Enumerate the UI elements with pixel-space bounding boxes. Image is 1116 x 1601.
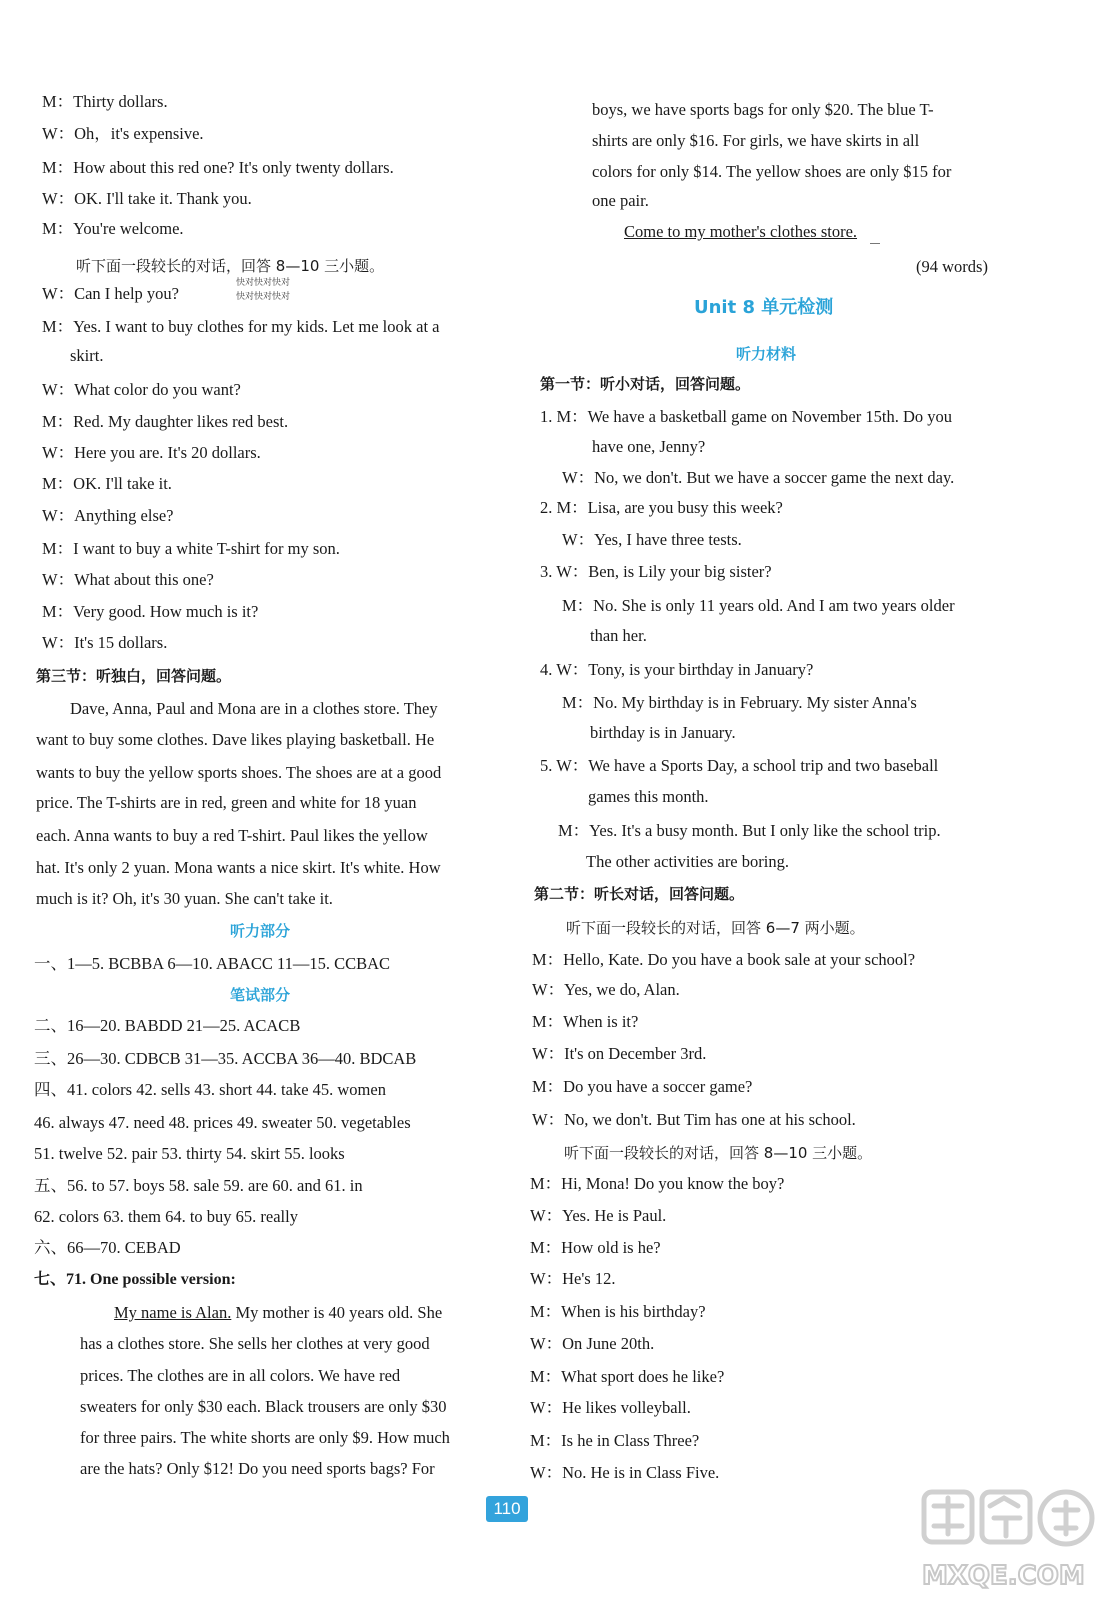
dialogue-line: W：No. He is in Class Five. <box>530 1463 720 1482</box>
short-dialogue-line: W：Yes, I have three tests. <box>562 530 742 549</box>
dialogue-line: W：On June 20th. <box>530 1334 655 1353</box>
short-dialogue-line: W：No, we don't. But we have a soccer game the next day. <box>562 468 955 487</box>
dialogue-line: M：Thirty dollars. <box>42 92 168 111</box>
dialogue-line: M：You're welcome. <box>42 219 184 238</box>
dialogue-line: W：It's on December 3rd. <box>532 1044 707 1063</box>
watermark-mark: 快对快对快对 <box>236 292 291 302</box>
answer-line: 51. twelve 52. pair 53. thirty 54. skirt 55. looks <box>34 1144 345 1163</box>
short-dialogue-line: 3. W：Ben, is Lily your big sister? <box>540 562 772 581</box>
essay-line: shirts are only $16. For girls, we have skirts in all <box>592 131 920 150</box>
answer-line: 62. colors 63. them 64. to buy 65. really <box>34 1207 298 1226</box>
word-count: (94 words) <box>916 257 988 276</box>
essay-end-underlined: Come to my mother's clothes store. <box>624 222 858 241</box>
short-dialogue-line: 2. M：Lisa, are you busy this week? <box>540 498 783 517</box>
answer-line: 四、41. colors 42. sells 43. short 44. take 45. women <box>34 1080 386 1099</box>
dialogue-line: W：Anything else? <box>42 506 174 525</box>
dialogue-line: W：What about this one? <box>42 570 214 589</box>
watermark-logo <box>918 1484 1098 1596</box>
page-number: 110 <box>486 1496 528 1522</box>
dialogue-line: M：Do you have a soccer game? <box>532 1077 753 1096</box>
monologue-line: want to buy some clothes. Dave likes playing basketball. He <box>36 730 435 749</box>
listening-material-heading: 听力材料 <box>736 345 797 363</box>
dialogue-line: W：No, we don't. But Tim has one at his school. <box>532 1110 856 1129</box>
dialogue-line: W：Yes. He is Paul. <box>530 1206 667 1225</box>
monologue-line: wants to buy the yellow sports shoes. The shoes are at a good <box>36 763 442 782</box>
dialogue-line: W：Here you are. It's 20 dollars. <box>42 443 261 462</box>
answer-line: 三、26—30. CDBCB 31—35. ACCBA 36—40. BDCAB <box>34 1049 417 1068</box>
dialogue-line: skirt. <box>70 346 104 365</box>
section2-title: 第二节：听长对话，回答问题。 <box>534 885 745 903</box>
essay-line: one pair. <box>592 191 649 210</box>
watermark-logo-icon <box>918 1484 1098 1596</box>
dialogue-line: M：Red. My daughter likes red best. <box>42 412 289 431</box>
dialogue-line: W：He's 12. <box>530 1269 616 1288</box>
dialogue-line: M：OK. I'll take it. <box>42 474 172 493</box>
dialogue-line: M：Yes. I want to buy clothes for my kids. Let me look at a <box>42 317 440 336</box>
essay-line: are the hats? Only $12! Do you need sports bags? For <box>80 1459 435 1478</box>
short-dialogue-line: 5. W：We have a Sports Day, a school trip and two baseball <box>540 756 939 775</box>
unit-title: Unit 8 单元检测 <box>694 297 834 318</box>
short-dialogue-line: M：No. My birthday is in February. My sister Anna's <box>562 693 917 712</box>
essay-line: prices. The clothes are in all colors. We have red <box>80 1366 401 1385</box>
answer-line: 46. always 47. need 48. prices 49. sweater 50. vegetables <box>34 1113 411 1132</box>
dialogue-line: M：Hi, Mona! Do you know the boy? <box>530 1174 785 1193</box>
monologue-line: hat. It's only 2 yuan. Mona wants a nice skirt. It's white. How <box>36 858 441 877</box>
dialogue-line: W：Can I help you? <box>42 284 180 303</box>
dialogue-line: M：How old is he? <box>530 1238 661 1257</box>
dialogue-line: W：It's 15 dollars. <box>42 633 168 652</box>
dialogue-line: M：Hello, Kate. Do you have a book sale at your school? <box>532 950 916 969</box>
dialogue-line: M：I want to buy a white T-shirt for my son. <box>42 539 340 558</box>
essay-ending <box>624 222 857 242</box>
dialogue-line: M：How about this red one? It's only twenty dollars. <box>42 158 394 177</box>
monologue-line: much is it? Oh, it's 30 yuan. She can't take it. <box>36 889 333 908</box>
dialogue-line: M：Is he in Class Three? <box>530 1431 700 1450</box>
essay-line: for three pairs. The white shorts are only $9. How much <box>80 1428 450 1447</box>
monologue-line: Dave, Anna, Paul and Mona are in a clothes store. They <box>70 699 438 718</box>
short-dialogue-line: have one, Jenny? <box>592 437 706 456</box>
instruction-8-10: 听下面一段较长的对话，回答 8—10 三小题。 <box>76 257 385 275</box>
short-dialogue-line: 1. M：We have a basketball game on November 15th. Do you <box>540 407 952 426</box>
short-dialogue-line: M：No. She is only 11 years old. And I am two years older <box>562 596 955 615</box>
essay-first-rest: My mother is 40 years old. She <box>231 1303 443 1322</box>
essay-line: boys, we have sports bags for only $20. The blue T- <box>592 100 934 119</box>
answer-line: 六、66—70. CEBAD <box>34 1238 181 1257</box>
monologue-line: each. Anna wants to buy a red T-shirt. Paul likes the yellow <box>36 826 428 845</box>
dialogue-line: M：What sport does he like? <box>530 1367 725 1386</box>
version-title: 七、71. One possible version: <box>34 1271 236 1288</box>
dialogue-line: W：Yes, we do, Alan. <box>532 980 680 999</box>
essay-first-underlined: My name is Alan. <box>114 1303 232 1322</box>
dialogue-line: W：He likes volleyball. <box>530 1398 691 1417</box>
dialogue-line: W：What color do you want? <box>42 380 241 399</box>
watermark-mark: 快对快对快对 <box>236 278 291 288</box>
section1-title: 第一节：听小对话，回答问题。 <box>540 375 751 393</box>
short-dialogue-line: 4. W：Tony, is your birthday in January? <box>540 660 814 679</box>
short-dialogue-line: M：Yes. It's a busy month. But I only like the school trip. <box>558 821 941 840</box>
section3-title: 第三节：听独白，回答问题。 <box>36 667 232 685</box>
dialogue-line: M：Very good. How much is it? <box>42 602 259 621</box>
instruction-6-7: 听下面一段较长的对话，回答 6—7 两小题。 <box>566 919 865 937</box>
ending-rule-extension <box>870 243 880 244</box>
answer-line: 二、16—20. BABDD 21—25. ACACB <box>34 1016 301 1035</box>
essay-line: sweaters for only $30 each. Black trousers are only $30 <box>80 1397 447 1416</box>
short-dialogue-line: games this month. <box>588 787 709 806</box>
watermark-text: MXQE.COM <box>922 1561 1085 1591</box>
answer-line: 五、56. to 57. boys 58. sale 59. are 60. and 61. in <box>34 1176 363 1195</box>
writing-heading: 笔试部分 <box>230 986 291 1004</box>
dialogue-line: W：OK. I'll take it. Thank you. <box>42 189 252 208</box>
short-dialogue-line: The other activities are boring. <box>586 852 789 871</box>
instruction-8-10-b: 听下面一段较长的对话，回答 8—10 三小题。 <box>564 1144 873 1162</box>
short-dialogue-line: birthday is in January. <box>590 723 736 742</box>
essay-line: colors for only $14. The yellow shoes are only $15 for <box>592 162 952 181</box>
essay-line: has a clothes store. She sells her clothes at very good <box>80 1334 430 1353</box>
listening-heading: 听力部分 <box>230 922 291 940</box>
dialogue-line: M：When is it? <box>532 1012 639 1031</box>
monologue-line: price. The T-shirts are in red, green and white for 18 yuan <box>36 793 417 812</box>
essay-line <box>114 1303 442 1323</box>
dialogue-line: W：Oh，it's expensive. <box>42 124 204 143</box>
answer-line: 一、1—5. BCBBA 6—10. ABACC 11—15. CCBAC <box>34 954 391 973</box>
dialogue-line: M：When is his birthday? <box>530 1302 706 1321</box>
short-dialogue-line: than her. <box>590 626 647 645</box>
